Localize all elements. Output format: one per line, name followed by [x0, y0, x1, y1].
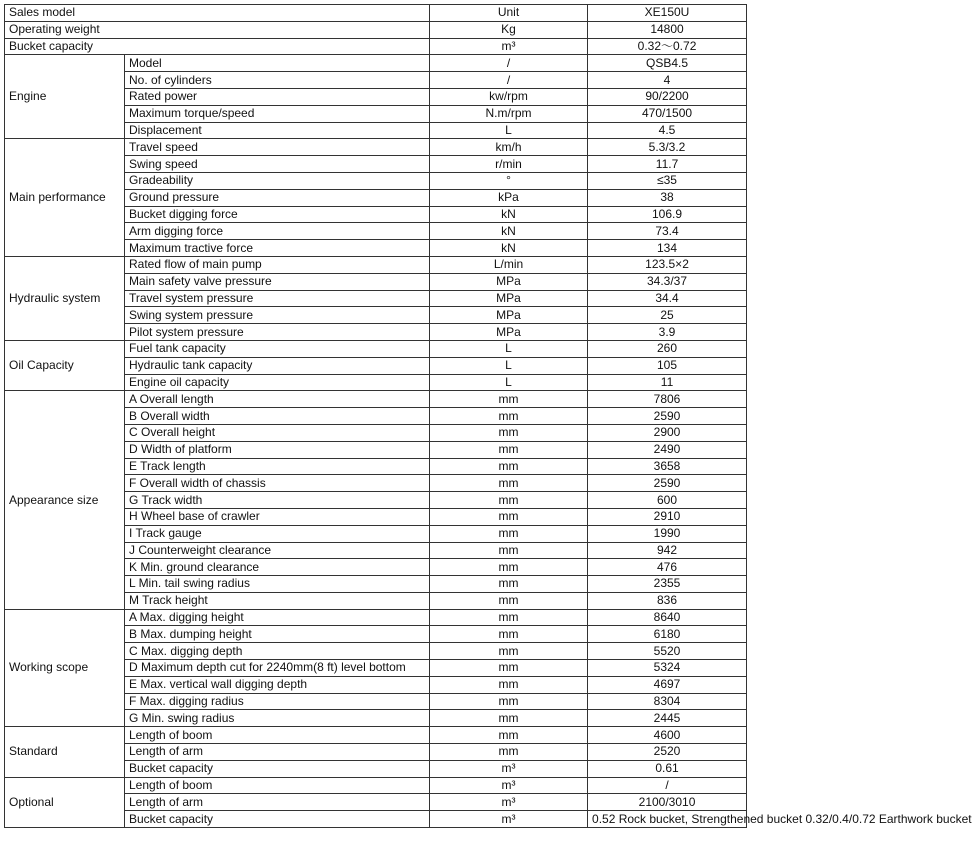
- row-unit: mm: [430, 542, 588, 559]
- row-unit: mm: [430, 492, 588, 509]
- row-value: 4: [588, 72, 747, 89]
- row-label: Travel system pressure: [125, 290, 430, 307]
- row-value: 5520: [588, 643, 747, 660]
- row-value: 6180: [588, 626, 747, 643]
- row-value: 600: [588, 492, 747, 509]
- row-label: Maximum torque/speed: [125, 105, 430, 122]
- row-value: 5.3/3.2: [588, 139, 747, 156]
- row-label: D Maximum depth cut for 2240mm(8 ft) level bottom: [125, 660, 430, 677]
- row-unit: m³: [430, 811, 588, 828]
- row-value: 2490: [588, 441, 747, 458]
- group-label: Oil Capacity: [5, 340, 125, 390]
- row-value: QSB4.5: [588, 55, 747, 72]
- row-unit: mm: [430, 391, 588, 408]
- row-unit: m³: [430, 777, 588, 794]
- row-label: F Overall width of chassis: [125, 475, 430, 492]
- row-label: C Overall height: [125, 424, 430, 441]
- row-value: 4600: [588, 727, 747, 744]
- row-unit: mm: [430, 441, 588, 458]
- row-label: Displacement: [125, 122, 430, 139]
- row-unit: kN: [430, 206, 588, 223]
- row-unit: kPa: [430, 189, 588, 206]
- table-row: [5, 391, 747, 408]
- row-unit: N.m/rpm: [430, 105, 588, 122]
- row-value: 260: [588, 340, 747, 357]
- row-label: C Max. digging depth: [125, 643, 430, 660]
- row-unit: mm: [430, 710, 588, 727]
- row-label: Bucket capacity: [125, 811, 430, 828]
- group-label: Working scope: [5, 609, 125, 727]
- row-unit: mm: [430, 424, 588, 441]
- row-label: K Min. ground clearance: [125, 559, 430, 576]
- row-value: 836: [588, 592, 747, 609]
- table-row: [5, 55, 747, 72]
- row-label: F Max. digging radius: [125, 693, 430, 710]
- row-label: L Min. tail swing radius: [125, 576, 430, 593]
- row-label: Rated flow of main pump: [125, 256, 430, 273]
- row-unit: mm: [430, 592, 588, 609]
- row-value: 38: [588, 189, 747, 206]
- row-unit: MPa: [430, 307, 588, 324]
- row-label: Operating weight: [5, 21, 430, 38]
- row-value: 2520: [588, 744, 747, 761]
- table-row: [5, 38, 747, 55]
- row-unit: m³: [430, 794, 588, 811]
- row-label: I Track gauge: [125, 525, 430, 542]
- row-value: 3.9: [588, 324, 747, 341]
- row-label: B Overall width: [125, 408, 430, 425]
- row-unit: mm: [430, 559, 588, 576]
- row-label: A Max. digging height: [125, 609, 430, 626]
- row-label: Length of boom: [125, 727, 430, 744]
- row-unit: L: [430, 374, 588, 391]
- row-unit: r/min: [430, 156, 588, 173]
- row-label: Gradeability: [125, 172, 430, 189]
- row-label: D Width of platform: [125, 441, 430, 458]
- row-value: 2590: [588, 475, 747, 492]
- row-label: E Max. vertical wall digging depth: [125, 676, 430, 693]
- row-value: 2590: [588, 408, 747, 425]
- group-label: Appearance size: [5, 391, 125, 609]
- row-value: 34.4: [588, 290, 747, 307]
- row-unit: mm: [430, 525, 588, 542]
- row-unit: kw/rpm: [430, 88, 588, 105]
- row-unit: /: [430, 55, 588, 72]
- row-value: /: [588, 777, 747, 794]
- row-label: Main safety valve pressure: [125, 273, 430, 290]
- row-unit: mm: [430, 458, 588, 475]
- row-unit: L: [430, 357, 588, 374]
- table-row: [5, 777, 747, 794]
- spec-table: [4, 4, 972, 828]
- row-value: 942: [588, 542, 747, 559]
- row-value: 73.4: [588, 223, 747, 240]
- row-unit: mm: [430, 576, 588, 593]
- row-label: A Overall length: [125, 391, 430, 408]
- row-value: 123.5×2: [588, 256, 747, 273]
- group-label: Main performance: [5, 139, 125, 257]
- row-value: 7806: [588, 391, 747, 408]
- row-value: 1990: [588, 525, 747, 542]
- table-row: [5, 5, 747, 22]
- row-label: Hydraulic tank capacity: [125, 357, 430, 374]
- row-unit: mm: [430, 693, 588, 710]
- row-label: H Wheel base of crawler: [125, 508, 430, 525]
- row-value: 476: [588, 559, 747, 576]
- row-label: Rated power: [125, 88, 430, 105]
- group-label: Optional: [5, 777, 125, 827]
- row-unit: mm: [430, 676, 588, 693]
- row-unit: mm: [430, 643, 588, 660]
- row-unit: L: [430, 340, 588, 357]
- row-label: Swing speed: [125, 156, 430, 173]
- row-label: Arm digging force: [125, 223, 430, 240]
- row-label: E Track length: [125, 458, 430, 475]
- row-label: Maximum tractive force: [125, 240, 430, 257]
- row-unit: mm: [430, 475, 588, 492]
- row-value: 8304: [588, 693, 747, 710]
- row-label: Sales model: [5, 5, 430, 22]
- row-value: 11.7: [588, 156, 747, 173]
- row-value: 8640: [588, 609, 747, 626]
- row-unit: Unit: [430, 5, 588, 22]
- row-label: Fuel tank capacity: [125, 340, 430, 357]
- row-label: Length of boom: [125, 777, 430, 794]
- row-value: 2100/3010: [588, 794, 747, 811]
- row-unit: mm: [430, 408, 588, 425]
- row-value: 34.3/37: [588, 273, 747, 290]
- row-unit: kN: [430, 223, 588, 240]
- row-value: 90/2200: [588, 88, 747, 105]
- row-value: 106.9: [588, 206, 747, 223]
- row-value: 2900: [588, 424, 747, 441]
- table-row: [5, 609, 747, 626]
- row-unit: /: [430, 72, 588, 89]
- row-label: Bucket capacity: [125, 760, 430, 777]
- row-label: Pilot system pressure: [125, 324, 430, 341]
- row-value: 11: [588, 374, 747, 391]
- row-value: 105: [588, 357, 747, 374]
- row-label: Bucket digging force: [125, 206, 430, 223]
- row-unit: MPa: [430, 290, 588, 307]
- row-label: No. of cylinders: [125, 72, 430, 89]
- row-label: Engine oil capacity: [125, 374, 430, 391]
- row-unit: °: [430, 172, 588, 189]
- row-unit: mm: [430, 660, 588, 677]
- row-label: Swing system pressure: [125, 307, 430, 324]
- row-unit: L: [430, 122, 588, 139]
- table-row: [5, 340, 747, 357]
- row-label: Ground pressure: [125, 189, 430, 206]
- table-row: [5, 139, 747, 156]
- table-row: [5, 21, 747, 38]
- row-label: G Min. swing radius: [125, 710, 430, 727]
- group-label: Hydraulic system: [5, 256, 125, 340]
- group-label: Standard: [5, 727, 125, 777]
- row-value: 2445: [588, 710, 747, 727]
- row-unit: kN: [430, 240, 588, 257]
- group-label: Engine: [5, 55, 125, 139]
- row-unit: mm: [430, 626, 588, 643]
- row-unit: MPa: [430, 273, 588, 290]
- row-value: 0.52 Rock bucket, Strengthened bucket 0.32/0.4/0.72 Earthwork bucket: [588, 811, 747, 828]
- row-value: 3658: [588, 458, 747, 475]
- row-value: 470/1500: [588, 105, 747, 122]
- row-unit: MPa: [430, 324, 588, 341]
- row-label: J Counterweight clearance: [125, 542, 430, 559]
- row-value: 14800: [588, 21, 747, 38]
- row-label: Length of arm: [125, 744, 430, 761]
- table-row: [5, 256, 747, 273]
- row-label: Model: [125, 55, 430, 72]
- row-value: 25: [588, 307, 747, 324]
- row-value: 2355: [588, 576, 747, 593]
- row-label: Travel speed: [125, 139, 430, 156]
- row-value: 2910: [588, 508, 747, 525]
- row-value: 4.5: [588, 122, 747, 139]
- row-label: M Track height: [125, 592, 430, 609]
- row-value: 4697: [588, 676, 747, 693]
- row-unit: mm: [430, 508, 588, 525]
- row-value: 0.32～0.72: [588, 38, 747, 55]
- row-value: 134: [588, 240, 747, 257]
- row-label: B Max. dumping height: [125, 626, 430, 643]
- row-unit: mm: [430, 609, 588, 626]
- row-unit: m³: [430, 760, 588, 777]
- row-label: Length of arm: [125, 794, 430, 811]
- row-unit: km/h: [430, 139, 588, 156]
- row-unit: mm: [430, 727, 588, 744]
- row-label: G Track width: [125, 492, 430, 509]
- row-value: XE150U: [588, 5, 747, 22]
- spec-table-body: [5, 5, 972, 828]
- row-value: ≤35: [588, 172, 747, 189]
- row-value: 0.61: [588, 760, 747, 777]
- row-label: Bucket capacity: [5, 38, 430, 55]
- row-unit: mm: [430, 744, 588, 761]
- table-row: [5, 727, 747, 744]
- row-unit: m³: [430, 38, 588, 55]
- row-unit: Kg: [430, 21, 588, 38]
- row-unit: L/min: [430, 256, 588, 273]
- row-value: 5324: [588, 660, 747, 677]
